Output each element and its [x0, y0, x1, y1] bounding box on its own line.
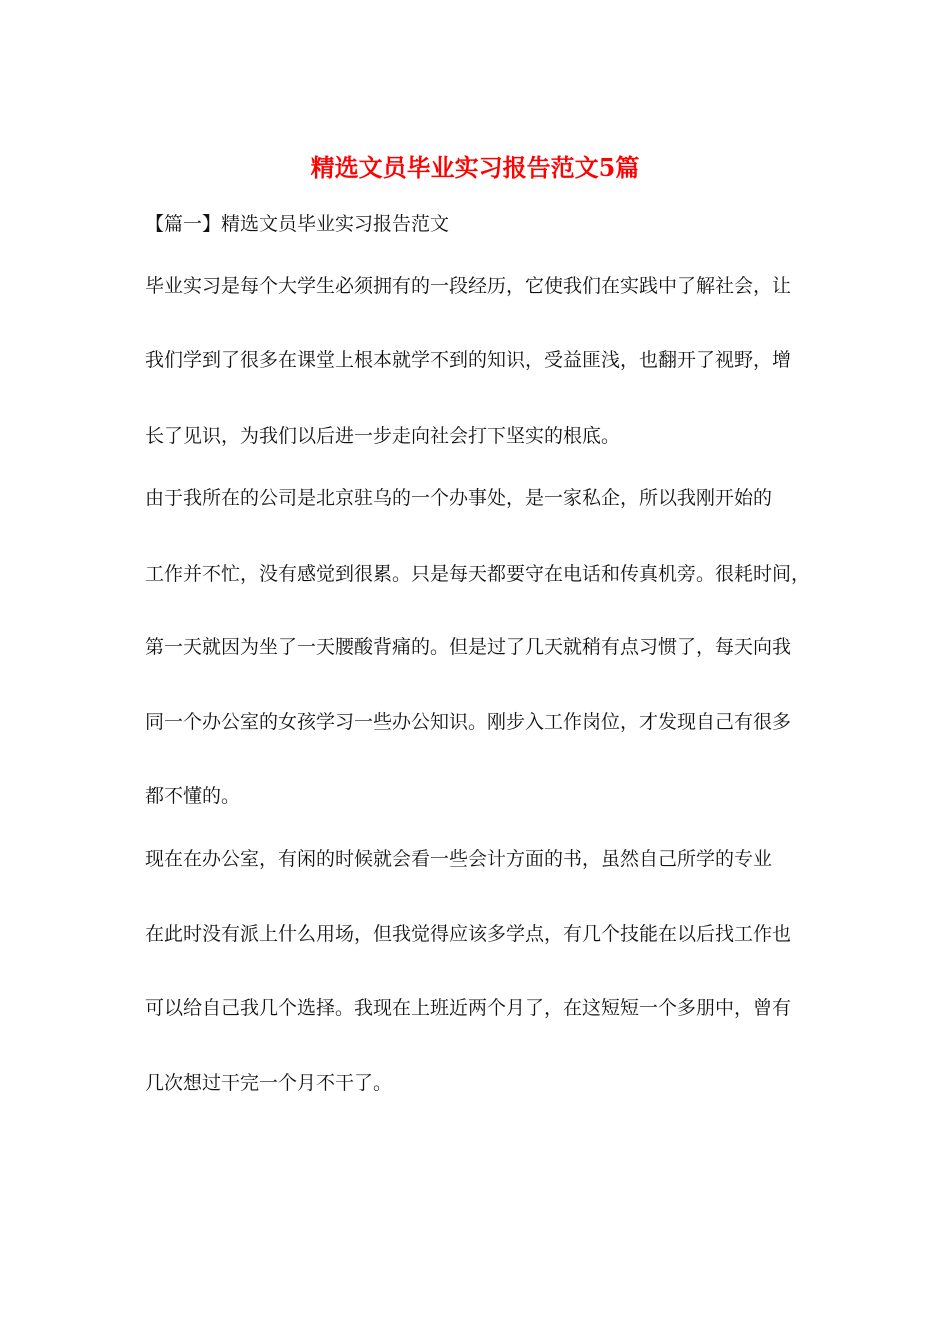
paragraph-line: 在此时没有派上什么用场，但我觉得应该多学点，有几个技能在以后找工作也 — [145, 923, 792, 945]
section-heading: 【篇一】精选文员毕业实习报告范文 — [145, 213, 450, 235]
paragraph-line: 几次想过干完一个月不干了。 — [145, 1072, 393, 1094]
document-title: 精选文员毕业实习报告范文5篇 — [310, 153, 640, 182]
paragraph-line: 毕业实习是每个大学生必须拥有的一段经历，它使我们在实践中了解社会，让 — [145, 275, 792, 297]
paragraph-line: 长了见识，为我们以后进一步走向社会打下坚实的根底。 — [145, 425, 621, 447]
paragraph-line: 同一个办公室的女孩学习一些办公知识。刚步入工作岗位，才发现自己有很多 — [145, 711, 792, 733]
paragraph-line: 由于我所在的公司是北京驻乌的一个办事处，是一家私企，所以我刚开始的 — [145, 487, 773, 509]
paragraph-line: 可以给自己我几个选择。我现在上班近两个月了，在这短短一个多朋中，曾有 — [145, 997, 792, 1019]
paragraph-line: 第一天就因为坐了一天腰酸背痛的。但是过了几天就稍有点习惯了，每天向我 — [145, 636, 792, 658]
paragraph-line: 工作并不忙，没有感觉到很累。只是每天都要守在电话和传真机旁。很耗时间， — [145, 563, 811, 585]
paragraph-line: 我们学到了很多在课堂上根本就学不到的知识，受益匪浅，也翻开了视野，增 — [145, 349, 792, 371]
paragraph-line: 都不懂的。 — [145, 785, 241, 807]
paragraph-line: 现在在办公室，有闲的时候就会看一些会计方面的书，虽然自己所学的专业 — [145, 848, 773, 870]
